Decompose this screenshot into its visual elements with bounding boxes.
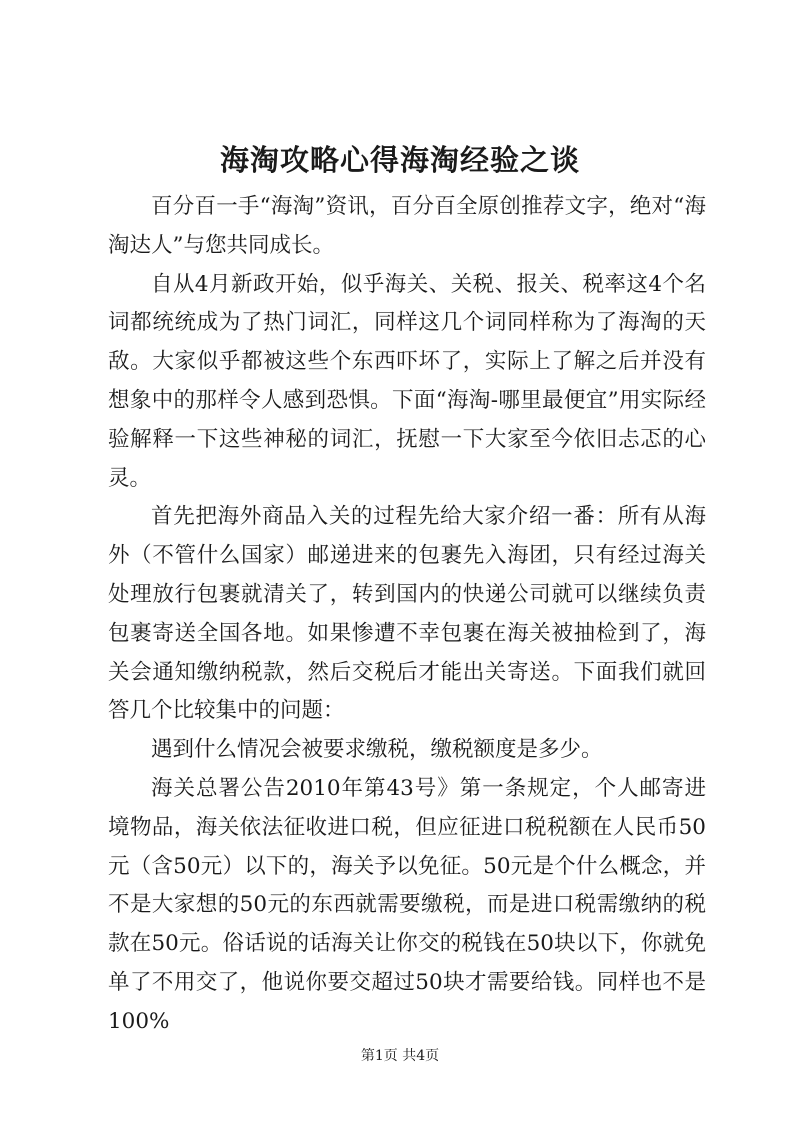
- paragraph-question: 遇到什么情况会被要求缴税，缴税额度是多少。: [151, 737, 603, 763]
- paragraph-new-policy: 自从4月新政开始，似乎海关、关税、报关、税率这4个名词都统统成为了热门词汇，同样这几个词同样称为了海淘的天敌。大家似乎都被这些个东西吓坏了，实际上了解之后并没有想象中的那样令人感到恐惧。下面“海淘-哪里最便宜”用实际经验解释一下这些神秘的词汇，抚慰一下大家至今依旧忐忑的心灵。: [108, 271, 706, 491]
- paragraph-intro: 百分百一手“海淘”资讯，百分百全原创推荐文字，绝对“海淘达人”与您共同成长。: [108, 194, 706, 258]
- page-footer: 第1页 共4页: [360, 1048, 440, 1064]
- paragraph-customs-process: 首先把海外商品入关的过程先给大家介绍一番：所有从海外（不管什么国家）邮递进来的包裹先入海团，只有经过海关处理放行包裹就清关了，转到国内的快递公司就可以继续负责包裹寄送全国各地。如果惨遭不幸包裹在海关被抽检到了，海关会通知缴纳税款，然后交税后才能出关寄送。下面我们就回答几个比较集中的问题：: [108, 504, 706, 724]
- document-title: 海淘攻略心得海淘经验之谈: [219, 143, 580, 177]
- paragraph-customs-rule: 海关总署公告2010年第43号》第一条规定，个人邮寄进境物品，海关依法征收进口税，但应征进口税税额在人民币50元（含50元）以下的，海关予以免征。50元是个什么概念，并不是大家想的50元的东西就需要缴税，而是进口税需缴纳的税款在50元。俗话说的话海关让你交的税钱在50块以下，你就免单了不用交了，他说你要交超过50块才需要给钱。同样也不是100%: [108, 775, 706, 1034]
- document-body: [108, 188, 706, 1042]
